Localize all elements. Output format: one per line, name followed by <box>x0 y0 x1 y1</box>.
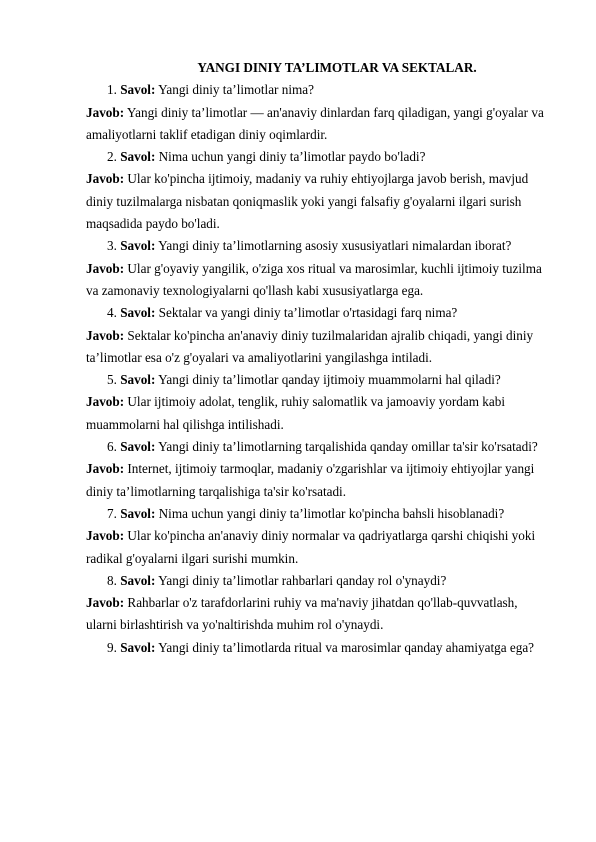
answer-text: Yangi diniy ta’limotlar — an'anaviy dinlardan farq qiladigan, yangi g'oyalar va amaliyotlarni taklif etadigan diniy oqimlardir. <box>86 104 544 142</box>
qa-item <box>86 369 548 436</box>
question-number: 7. <box>107 505 117 521</box>
question-text: Yangi diniy ta’limotlar qanday ijtimoiy muammolarni hal qiladi? <box>158 372 501 388</box>
question-text: Nima uchun yangi diniy ta’limotlar paydo bo'ladi? <box>158 149 426 165</box>
question-number: 6. <box>107 439 117 455</box>
qa-item <box>86 146 548 235</box>
answer-line <box>86 391 548 436</box>
question-line <box>86 302 548 324</box>
question-number: 3. <box>107 238 117 254</box>
question-line <box>86 570 548 592</box>
answer-label: Javob: <box>86 394 125 410</box>
question-line <box>86 79 548 101</box>
question-number: 4. <box>107 305 117 321</box>
question-text: Nima uchun yangi diniy ta’limotlar ko'pincha bahsli hisoblanadi? <box>158 505 505 521</box>
answer-label: Javob: <box>86 260 125 276</box>
answer-line <box>86 458 548 503</box>
question-line <box>86 235 548 257</box>
qa-item <box>86 436 548 503</box>
question-number: 8. <box>107 572 117 588</box>
question-label: Savol: <box>120 639 156 655</box>
question-label: Savol: <box>120 238 156 254</box>
document-title: YANGI DINIY TA’LIMOTLAR VA SEKTALAR. <box>197 60 477 75</box>
question-number: 2. <box>107 149 117 165</box>
question-line <box>86 369 548 391</box>
answer-label: Javob: <box>86 595 125 611</box>
question-text: Yangi diniy ta’limotlarning asosiy xususiyatlari nimalardan iborat? <box>158 238 512 254</box>
question-text: Yangi diniy ta’limotlarda ritual va marosimlar qanday ahamiyatga ega? <box>158 639 535 655</box>
question-label: Savol: <box>120 305 156 321</box>
question-label: Savol: <box>120 505 156 521</box>
question-number: 5. <box>107 372 117 388</box>
qa-item <box>86 570 548 637</box>
answer-text: Ular ijtimoiy adolat, tenglik, ruhiy salomatlik va jamoaviy yordam kabi muammolarni hal qilishga intilishadi. <box>86 394 506 432</box>
answer-label: Javob: <box>86 171 125 187</box>
question-label: Savol: <box>120 439 156 455</box>
answer-text: Internet, ijtimoiy tarmoqlar, madaniy o'zgarishlar va ijtimoiy ehtiyojlar yangi diniy ta’limotlarning tarqalishiga ta'sir ko'rsatadi. <box>86 461 535 499</box>
answer-line <box>86 525 548 570</box>
question-number: 9. <box>107 639 117 655</box>
question-label: Savol: <box>120 82 156 98</box>
answer-line <box>86 592 548 637</box>
answer-line <box>86 168 548 235</box>
answer-text: Sektalar ko'pincha an'anaviy diniy tuzilmalaridan ajralib chiqadi, yangi diniy ta’limotlar esa o'z g'oyalari va amaliyotlarini yangilashga intiladi. <box>86 327 534 365</box>
question-text: Yangi diniy ta’limotlar nima? <box>158 82 314 98</box>
qa-list <box>86 79 548 659</box>
question-line <box>86 146 548 168</box>
question-text: Yangi diniy ta’limotlar rahbarlari qanday rol o'ynaydi? <box>158 572 447 588</box>
answer-line <box>86 325 548 370</box>
answer-text: Ular ko'pincha an'anaviy diniy normalar va qadriyatlarga qarshi chiqishi yoki radikal g'oyalarni ilgari surishi mumkin. <box>86 528 536 566</box>
question-label: Savol: <box>120 149 156 165</box>
answer-text: Ular g'oyaviy yangilik, o'ziga xos ritual va marosimlar, kuchli ijtimoiy tuzilma va zamonaviy texnologiyalarni qo'llash kabi xususiyatlarga ega. <box>86 260 542 298</box>
question-label: Savol: <box>120 372 156 388</box>
question-text: Sektalar va yangi diniy ta’limotlar o'rtasidagi farq nima? <box>158 305 458 321</box>
qa-item <box>86 79 548 146</box>
question-line <box>86 637 548 659</box>
question-label: Savol: <box>120 572 156 588</box>
answer-label: Javob: <box>86 528 125 544</box>
qa-item <box>86 503 548 570</box>
question-line <box>86 503 548 525</box>
answer-text: Rahbarlar o'z tarafdorlarini ruhiy va ma'naviy jihatdan qo'llab-quvvatlash, ularni birlashtirish va yo'naltirishda muhim rol o'ynaydi. <box>86 595 518 633</box>
document-body <box>86 57 548 659</box>
question-number: 1. <box>107 82 117 98</box>
answer-label: Javob: <box>86 327 125 343</box>
qa-item <box>86 637 548 659</box>
question-text: Yangi diniy ta’limotlarning tarqalishida qanday omillar ta'sir ko'rsatadi? <box>158 439 538 455</box>
qa-item <box>86 235 548 302</box>
answer-line <box>86 258 548 303</box>
answer-label: Javob: <box>86 461 125 477</box>
answer-line <box>86 102 548 147</box>
qa-item <box>86 302 548 369</box>
answer-label: Javob: <box>86 104 125 120</box>
question-line <box>86 436 548 458</box>
answer-text: Ular ko'pincha ijtimoiy, madaniy va ruhiy ehtiyojlarga javob berish, mavjud diniy tuzilmalarga nisbatan qoniqmaslik yoki yangi falsafiy g'oyalarni ilgari surish maqsadida paydo bo'ladi. <box>86 171 529 232</box>
